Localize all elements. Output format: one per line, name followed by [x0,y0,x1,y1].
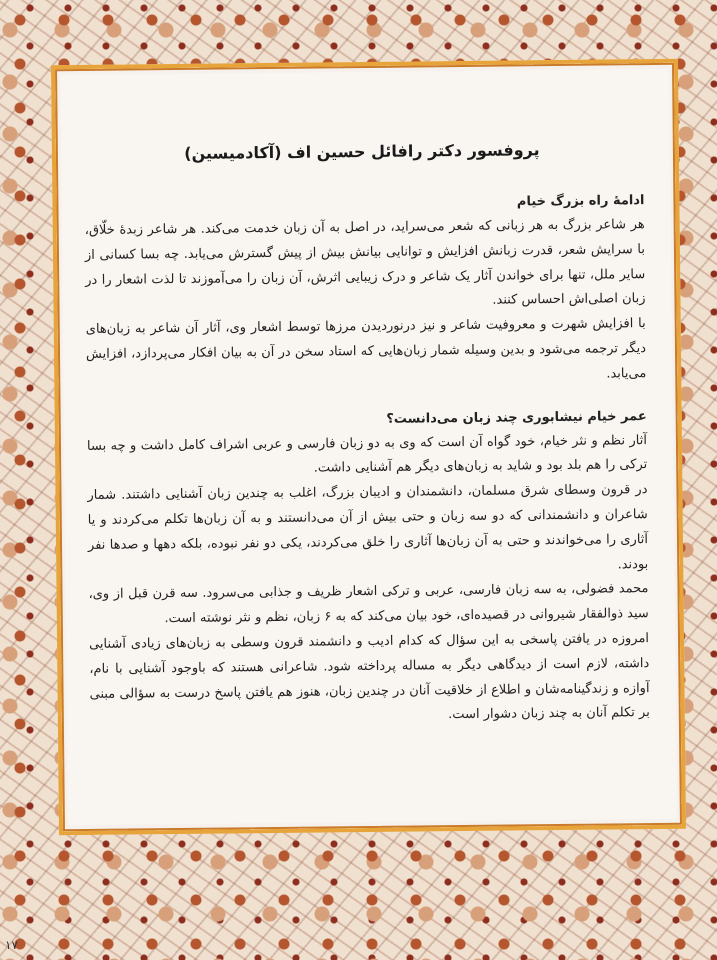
page-number: ۱۷ [5,938,18,952]
paragraph: در قرون وسطای شرق مسلمان، دانشمندان و ادیبان بزرگ، اغلب به چندین زبان آشنایی داشتند. شمار شاعران و دانشمندانی که دو سه زبان و حتی بیش از آن می‌دانستند و به آن زبان‌ها تکلم می‌کردند و یا آثاری را می‌خواندند و حتی به آن زبان‌ها آثاری را خلق می‌کردند، یکی دو نفر نبوده، بلکه دهها و صدها نفر بودند. [87,482,649,572]
paragraph: محمد فضولی، به سه زبان فارسی، عربی و ترکی اشعار ظریف و جذابی می‌سرود. سه قرن قبل از وی، سید ذوالفقار شیروانی در قصیده‌ای، خود بیان می‌کند که به ۶ زبان، نظم و نثر نوشته است. [88,581,649,627]
section-heading-languages: عمر خیام نیشابوری چند زبان می‌دانست؟ [386,408,647,427]
article-content [84,189,650,732]
paragraph: امروزه در یافتن پاسخی به این سؤال که کدام ادیب و دانشمند قرون وسطی به زبان‌های زیادی آشنایی داشته، لازم است از دیدگاهی دیگر به مساله پرداخته شود. شاعرانی هستند که باوجود آشنایی با نام، آوازه و زندگینامه‌شان و اطلاع از خلاقیت آنان در چندین زبان، هنوز هم یافتن پاسخ درست به سؤالی مبنی بر تکلم آنان به چند زبان دشوار است. [88,631,650,723]
paragraph: هر شاعر بزرگ به هر زبانی که شعر می‌سراید، در اصل به آن زبان خدمت می‌کند. هر شاعر زبدهٔ خلّاق، با سرایش شعر، قدرت زبانش افزایش و توانایی بیانش بیش از پیش گسترش می‌یابد. چه بسا کسانی از سایر ملل، تنها برای خواندن آثار یک شاعر و درک زیبایی اثرش، آن زبان را می‌آموزند تا لذت اشعار را در زبان اصلی‌اش احساس کنند. [84,217,646,309]
paragraph: آثار نظم و نثر خیام، خود گواه آن است که وی به دو زبان فارسی و عربی اشراف کامل داشت و چه بسا ترکی را هم بلد بود و شاید به زبان‌های دیگر هم آشنایی داشت. [86,432,648,476]
text-panel [60,69,677,825]
page-title: پروفسور دکتر رافائل حسین اف (آکادمیسین) [184,140,540,163]
section-heading-khayyam-path: ادامهٔ راه بزرگ خیام [516,193,645,210]
paragraph: با افزایش شهرت و معروفیت شاعر و نیز درنوردیدن مرزها توسط اشعار وی، آثار آن شاعر به زبان‌های دیگر ترجمه می‌شود و بدین وسیله شمار زبان‌هایی که استاد سخن در آن به بیان افکار می‌پردازد، افزایش می‌یابد. [85,316,647,382]
